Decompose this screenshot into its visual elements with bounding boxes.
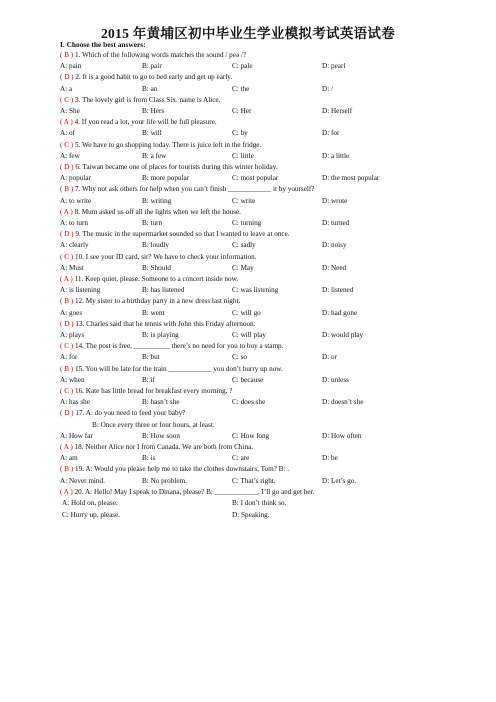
answer-mark: ( B ): [60, 51, 74, 59]
option-a[interactable]: A: Never mind.: [60, 476, 105, 485]
question-stem: [60, 185, 480, 194]
option-b[interactable]: B: more popular: [142, 174, 190, 183]
option-c[interactable]: C: Hurry up, please.: [62, 511, 121, 520]
option-d[interactable]: D: would play: [322, 331, 364, 339]
answer-mark: ( C ): [60, 95, 74, 104]
option-c[interactable]: C: write: [232, 196, 256, 205]
question-text: 7. Why not ask others for help when you can’t finish ____________ it by yourself?: [73, 185, 315, 194]
question-stem: [60, 409, 480, 418]
option-d[interactable]: D: noisy: [322, 241, 347, 250]
option-b[interactable]: B: writing: [142, 196, 172, 205]
option-b[interactable]: B: went: [142, 308, 165, 317]
question-text: 2. It is a good habit to go to bed early and get up early.: [73, 73, 233, 82]
question-stem: [60, 230, 480, 239]
answer-mark: ( D ): [60, 163, 74, 171]
answer-mark: ( A ): [60, 118, 73, 127]
option-a[interactable]: A: few: [60, 151, 80, 160]
question-stem: [60, 443, 480, 452]
question-text: 1. Which of the following words matches the sound / peə /?: [73, 51, 247, 59]
question-text: 15. You will be late for the train ____________ you don’t hurry up now.: [73, 364, 283, 373]
option-b[interactable]: B: is: [142, 454, 156, 463]
question-stem: [60, 342, 480, 351]
answer-mark: ( D ): [60, 319, 74, 328]
option-c[interactable]: C: sadly: [232, 241, 256, 250]
option-d[interactable]: D: pearl: [322, 62, 346, 71]
question-text: 13. Charles said that he tennis with John this Friday afternoon.: [73, 319, 256, 328]
option-a[interactable]: A: to write: [60, 196, 92, 205]
option-b[interactable]: B: an: [142, 84, 158, 93]
option-c[interactable]: C: does she: [232, 398, 266, 407]
question-text: 18. Neither Alice nor I from Canada. We are both from China.: [72, 443, 254, 451]
option-a[interactable]: A: am: [60, 454, 78, 463]
question-stem: [60, 208, 480, 217]
option-d[interactable]: D: the most popular: [322, 174, 380, 183]
question-text: 8. Mum asked us off all the lights when we left the house.: [72, 207, 241, 216]
option-c[interactable]: C: most popular: [232, 174, 279, 183]
option-b[interactable]: B: a few: [142, 151, 167, 160]
question-text: 6. Taiwan became one of places for tourists during this winter holiday.: [73, 163, 278, 171]
option-c[interactable]: C: will go: [232, 308, 261, 317]
option-a[interactable]: A: to turn: [60, 219, 88, 227]
option-d[interactable]: D: or: [322, 353, 337, 362]
option-c[interactable]: C: will play: [232, 331, 266, 339]
option-d[interactable]: D: turned: [322, 219, 350, 227]
option-d[interactable]: D: How often: [322, 431, 362, 440]
question-text: 5. We have to go shopping today. There is juice left in the fridge.: [73, 140, 262, 149]
question-text: 12. My sister to a birthday party in a new dress last night.: [73, 297, 241, 306]
option-c[interactable]: C: May: [232, 263, 254, 272]
option-b[interactable]: B: hasn’t she: [142, 398, 180, 407]
question-text: 14. The post is free, __________ there’s no need for you to buy a stamp.: [73, 342, 284, 351]
option-a[interactable]: A: goes: [60, 308, 83, 317]
question-stem: [60, 51, 480, 60]
option-d[interactable]: D: /: [322, 84, 333, 93]
option-c[interactable]: C: are: [232, 454, 250, 463]
question-stem: [60, 387, 480, 396]
question-text: 3. The lovely girl is from Class Six. name is Alice.: [73, 95, 221, 104]
option-b[interactable]: B: is playing: [142, 331, 179, 339]
question-stem: [60, 275, 480, 284]
question-text: 20. A: Hello! May I speak to Dinana, please? B: ____________. I’ll go and get her.: [72, 487, 315, 496]
option-d[interactable]: D: Speaking.: [232, 511, 270, 520]
option-c[interactable]: C: Her: [232, 107, 252, 115]
option-b[interactable]: B: turn: [142, 219, 163, 227]
answer-mark: ( D ): [60, 73, 74, 82]
answer-mark: ( B ): [60, 364, 74, 373]
question-stem: [60, 96, 480, 105]
option-a[interactable]: A: How far: [60, 431, 93, 440]
question-text: 11. Keep quiet, please. Someone to a concert inside now.: [72, 275, 239, 283]
dialogue-reply: B: Once every three or four hours, at least.: [92, 420, 215, 429]
option-d[interactable]: D: wrote: [322, 196, 348, 205]
question-text: 9. The music in the supermarket sounded so that I wanted to leave at once.: [73, 230, 290, 239]
option-b[interactable]: B: No problem.: [142, 476, 187, 485]
answer-mark: ( D ): [60, 409, 74, 418]
option-d[interactable]: D: listened: [322, 286, 354, 295]
option-b[interactable]: B: but: [142, 353, 160, 362]
option-a[interactable]: A: plays: [60, 331, 85, 339]
option-b[interactable]: B: How soon: [142, 431, 180, 440]
question-stem: [60, 488, 480, 497]
option-c[interactable]: C: That’s right.: [232, 476, 276, 485]
option-c[interactable]: C: little: [232, 151, 254, 160]
option-d[interactable]: D: Herself: [322, 107, 353, 115]
option-b[interactable]: B: pair: [142, 62, 162, 71]
option-a[interactable]: A: has she: [60, 398, 90, 407]
exam-title: 2015 年黄埔区初中毕业生学业模拟考试英语试卷: [100, 26, 396, 41]
question-stem: [60, 297, 480, 306]
question-text: 17. A: do you need to feed your baby?: [73, 409, 186, 418]
option-d[interactable]: D: a little: [322, 151, 350, 160]
section-heading: I. Choose the best answers:: [60, 40, 146, 49]
option-a[interactable]: A: popular: [60, 174, 91, 183]
answer-mark: ( B ): [60, 465, 74, 474]
option-b[interactable]: B: has listened: [142, 286, 185, 295]
option-d[interactable]: D: for: [322, 129, 340, 138]
answer-mark: ( A ): [60, 487, 73, 496]
answer-mark: ( A ): [60, 207, 73, 216]
question-stem: [60, 365, 480, 374]
answer-mark: ( B ): [60, 297, 74, 306]
answer-mark: ( A ): [60, 443, 73, 451]
answer-mark: ( C ): [60, 252, 74, 261]
option-d[interactable]: D: had gone: [322, 308, 358, 317]
option-c[interactable]: C: turning: [232, 219, 262, 227]
option-c[interactable]: C: by: [232, 129, 248, 138]
option-d[interactable]: D: Need: [322, 263, 347, 272]
answer-mark: ( A ): [60, 275, 73, 283]
option-b[interactable]: B: Should: [142, 263, 171, 272]
option-d[interactable]: D: Let’s go.: [322, 476, 357, 485]
option-c[interactable]: C: pale: [232, 62, 253, 71]
answer-mark: ( C ): [60, 140, 74, 149]
option-c[interactable]: C: the: [232, 84, 250, 93]
question-stem: [60, 163, 480, 172]
option-d[interactable]: D: doesn’t she: [322, 398, 364, 407]
option-a[interactable]: A: She: [60, 107, 80, 115]
option-d[interactable]: D: be: [322, 454, 338, 463]
option-a[interactable]: A: pain: [60, 62, 82, 71]
option-a[interactable]: A: when: [60, 375, 85, 384]
question-text: 19. A: Would you please help me to take the clothes downstairs, Tom? B: .: [73, 465, 290, 474]
option-b[interactable]: B: will: [142, 129, 162, 138]
option-b[interactable]: B: loudly: [142, 241, 169, 250]
option-a[interactable]: A: Hold on, please.: [62, 499, 118, 507]
option-c[interactable]: C: so: [232, 353, 247, 362]
question-stem: [60, 118, 480, 127]
option-c[interactable]: C: was listening: [232, 286, 279, 295]
option-b[interactable]: B: I don’t think so.: [232, 499, 287, 507]
question-text: 4. If you read a lot, your life will be full pleasure.: [72, 118, 217, 127]
option-a[interactable]: A: of: [60, 129, 75, 138]
option-c[interactable]: C: because: [232, 375, 264, 384]
option-a[interactable]: A: a: [60, 84, 73, 93]
option-c[interactable]: C: How long: [232, 431, 270, 440]
answer-mark: ( C ): [60, 387, 74, 395]
answer-mark: ( C ): [60, 342, 74, 351]
option-b[interactable]: B: if: [142, 375, 155, 384]
answer-mark: ( D ): [60, 230, 74, 239]
option-a[interactable]: A: clearly: [60, 241, 89, 250]
option-a[interactable]: A: Must: [60, 263, 84, 272]
question-stem: [60, 73, 480, 82]
option-a[interactable]: A: for: [60, 353, 78, 362]
answer-mark: ( B ): [60, 185, 74, 194]
option-a[interactable]: A: is listening: [60, 286, 101, 295]
question-stem: [60, 465, 480, 474]
question-text: 16. Kate has little bread for breakfast every morning, ?: [73, 387, 233, 395]
question-text: 10. I see your ID card, sir? We have to check your information.: [73, 252, 257, 261]
option-b[interactable]: B: Hers: [142, 107, 165, 115]
question-stem: [60, 141, 480, 150]
question-stem: [60, 253, 480, 262]
option-d[interactable]: D: unless: [322, 375, 349, 384]
question-stem: [60, 320, 480, 329]
